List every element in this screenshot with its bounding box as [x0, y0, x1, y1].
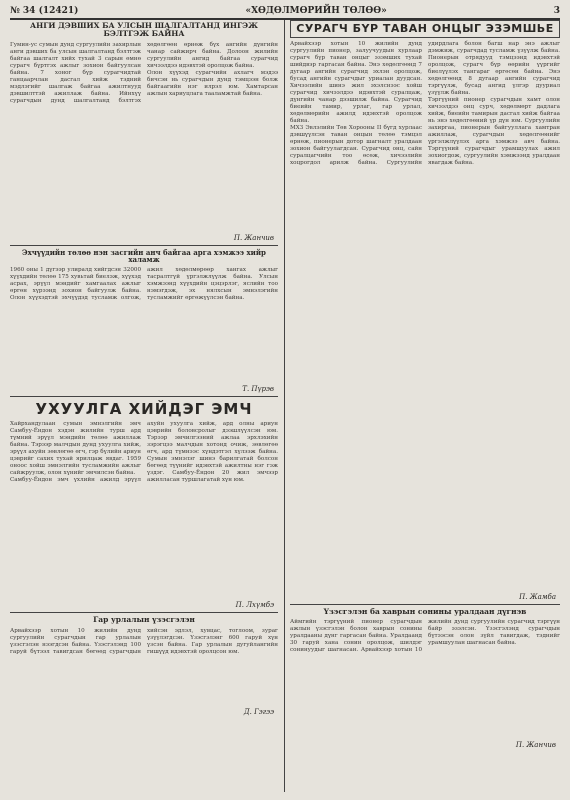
article-title: АНГИ ДЭВШИХ БА УЛСЫН ШАЛГАЛТАНД ИНГЭЖ БЭЛТГЭЖ БАЙНА: [30, 21, 258, 39]
article-author: П. Жамба: [519, 593, 556, 602]
newspaper-title: «ХӨДӨЛМӨРИЙН ТӨЛӨӨ»: [245, 6, 387, 16]
article-author: Т. Пүрэв: [242, 384, 274, 393]
right-half: [290, 20, 560, 792]
article-title: Үзэсгэлэн ба хаврын сонины уралдаан дүгнэв: [323, 607, 527, 617]
issue-number: № 34 (12421): [10, 6, 79, 16]
masthead: [10, 6, 560, 20]
article-body: Аймгийн тэргүүний пионер сурагчдын ажлын үзэсгэлэн болон хаврын сонины уралдааны дүнг гаргасан байна. Уралдаанд 30 гаруй хана сонин оролцож, шилдэг сонинуудыг шагнасан. Арвайхээр хотын 10 жилийн дунд сургуулийн сурагчид тэргүүн байр эзэлсэн. Үзэсгэлэнд сурагчдын бүтээсэн олон зүйл тавигдаж, тэднийг урамшуулан шагнасан байна.: [290, 619, 562, 654]
article-author: П. Лхүмбэ: [235, 601, 274, 610]
article-body: Хайрхандулаан сумын эмнэлгийн эмч Самбуу-Ёндон хэдэн жилийн турш ард түмний эрүүл мэндийн төлөө ажиллаж байна. Тэрээр малчдын дунд ухуулга хийж, эрүүл ахуйн зөвлөгөө өгч, гэр бүлийн ариун цэврийг сахих тухай ярилцаж явдаг. 1959 оноос хойш эмнэлгийн тусламжийн ажлыг сайжруулж, олон хүнийг эмчилсэн байна. Самбуу-Ёндон эмч үхлийн ажилд эрүүл ахуйн ухуулга хийж, ард олны ариун цэврийн боловсролыг дээшлүүлсэн юм. Тэрээр эмчилгээний ажлаа эрхлэхийн зэрэгцээ малчдын хотонд очиж, зөвлөгөө өгч, ард түмнээс хүндэтгэл хүлээж байна. Сумын эмнэлэг шинэ барилгатай болсон бөгөөд түүнийг идэвхтэй ажилтны нэг гэж үздэг. Самбуу-Ёндон 20 жил эмчээр ажилласан туршлагатай хүн юм.: [10, 421, 278, 484]
article-body: Гумин-ус сумын дунд сургуулийн захирлын анги дэвших ба улсын шалгалтанд бэлтгэж байгаа шалгалт хийх тухай 3 сарын өмнө сурагч бүртгэх ажлыг зохион байгуулсан байна. 7 хоног бүр сурагчидтай ганцаарчлан дасгал хийж тэдний мэдлэгийг шалгаж байгаа ажилтнууд дэвшилттэй ажиллаж байна. Ийнхүү сурагчдын дунд шалгалтанд бэлтгэх хөдөлгөөн өрнөж бүх ангийн дүнгийн чанар сайжирч байна. Долоон жилийн сургуулийн ангид байгаа сурагчид хичээлдээ идэвхтэй оролцож байна. Олон хүүхэд сурагчийн ахлагч мэдээ бичсэн нь сурагчдын дунд тэмцээн болж байгаагийн нэг илрэл юм. Хамтарсан ажлын хариуцлага тааламжтай байна.: [10, 41, 278, 104]
article-handicraft: [10, 616, 278, 715]
article-title: УХУУЛГА ХИЙДЭГ ЭМЧ: [35, 399, 253, 418]
article-body: Арвайхээр хотын 10 жилийн дунд сургуулийн сурагчдын гар урлалын үзэсгэлэн нээгдсэн байна. Үзэсгэлэнд 100 гаруй бүтээл тавигдсан бөгөөд сурагчдын хийсэн эдлэл, хувцас, тоглоом, зураг үзүүлэгдсэн. Үзэсгэлэнг 600 гаруй хүн үзсэн байна. Гар урлалын дугуйлангийн гишүүд идэвхтэй оролцсон юм.: [10, 627, 280, 655]
article-mothers-care: [10, 249, 278, 393]
article-exhibition-results: [290, 608, 560, 749]
headline-box: [290, 20, 560, 38]
divider: [10, 612, 278, 613]
article-five-excellents: [290, 20, 560, 601]
article-title: Гар урлалын үзэсгэлэн: [93, 615, 195, 625]
article-body: Арвайхээр хотын 10 жилийн дунд сургуулийн пионер, залуучуудын хурлаар сурагч бүр таван онцыг эзэмших тухай шийдвэр гаргасан байна. Энэ хөдөлгөөнд 7 дугаар ангийн сурагчид эхлэн оролцож, бусад ангийн сурагчдыг уриалан дуудсан. Хичээлийн шинэ жил эхэлснээс хойш сурагчид хичээлдээ идэвхтэй суралцаж, дүнгийн чанар дээшилж байна. Сурагчид биеийн тамир, урлаг, гар урлал, хөдөлмөрийн ажилд идэвхтэй оролцож байна. МХЗ Эвлэлийн Төв Хорооны II бүгд хурлаас дэвшүүлсэн таван онцын төлөө тэмцэл өрнөж, пионерын дотор шагналт уралдаан зохион байгуулагдсан. Сурагчид онц, сайн суралцагчийн тоо өсөж, хичээлийн хоцрогдол арилж байна. Сургуулийн удирдлага болон багш нар энэ ажлыг дэмжиж, сурагчдад тусламж үзүүлж байна. Пионерын отрядууд тэмцээнд идэвхтэй оролцож, сурагч бүр өөрийн үүргийг биелүүлэх тангараг өргөсөн байна. Энэ хөдөлгөөнд 8 дугаар ангийн сурагчид тэргүүлж, бусад ангид үлгэр дууриал үзүүлж байна. Тэргүүний пионер сурагчдын хамт олон хичээлдээ онц сурч, хөдөлмөрт дадлага хийж, биеийн тамирын дасгал хийж байгаа нь энэ хөдөлгөөний үр дүн юм. Сургуулийн захиргаа, пионерын байгууллага хамтран ажиллаж, сурагчдын хөдөлгөөнийг үргэлжлүүлэх арга хэмжээ авч байна. Тэргүүний сурагчдыг урамшуулах ажил зохиогдож, сургуулийн хэмжээнд уралдаан явагдаж байна.: [290, 41, 560, 167]
article-author: Д. Гэгээ: [243, 707, 274, 716]
article-exam-prep: [10, 22, 278, 242]
article-title: СУРАГЧ БҮР ТАВАН ОНЦЫГ ЭЗЭМШЬЕ: [296, 22, 554, 35]
article-body: 1960 оны 1 дүгээр улиралд хийгдсэн 32000 хүүхдийн төлөө 175 хувьтай биелэж, хүүхэд асрах, эрүүл мэндийг хамгаалах ажлыг өргөн хүрээнд зохион байгуулж байна. Олон хүүхэдтэй эхчүүдэд тусламж олгож, ажил хөдөлмөрөөр хангах ажлыг тасралтгүй үргэлжлүүлж байна. Улсын хэмжээнд хүүхдийн цэцэрлэг, яслийн тоо нэмэгдэж, эх нялхсын эмнэлэгийн тусламжийг өргөжүүлсэн байна.: [10, 266, 280, 301]
left-half: [10, 20, 278, 792]
divider: [10, 245, 278, 246]
article-author: П. Жанчив: [515, 741, 556, 750]
article-doctor: [10, 401, 278, 610]
columns: [10, 20, 560, 792]
page-number: 3: [553, 6, 560, 16]
divider: [290, 604, 560, 605]
column-rule: [284, 20, 285, 792]
article-title: Эхчүүдийн төлөө нэн засгийн анч байгаа арга хэмжээ хийр халамж: [22, 247, 266, 265]
article-author: П. Жанчив: [233, 233, 274, 242]
divider: [10, 396, 278, 397]
